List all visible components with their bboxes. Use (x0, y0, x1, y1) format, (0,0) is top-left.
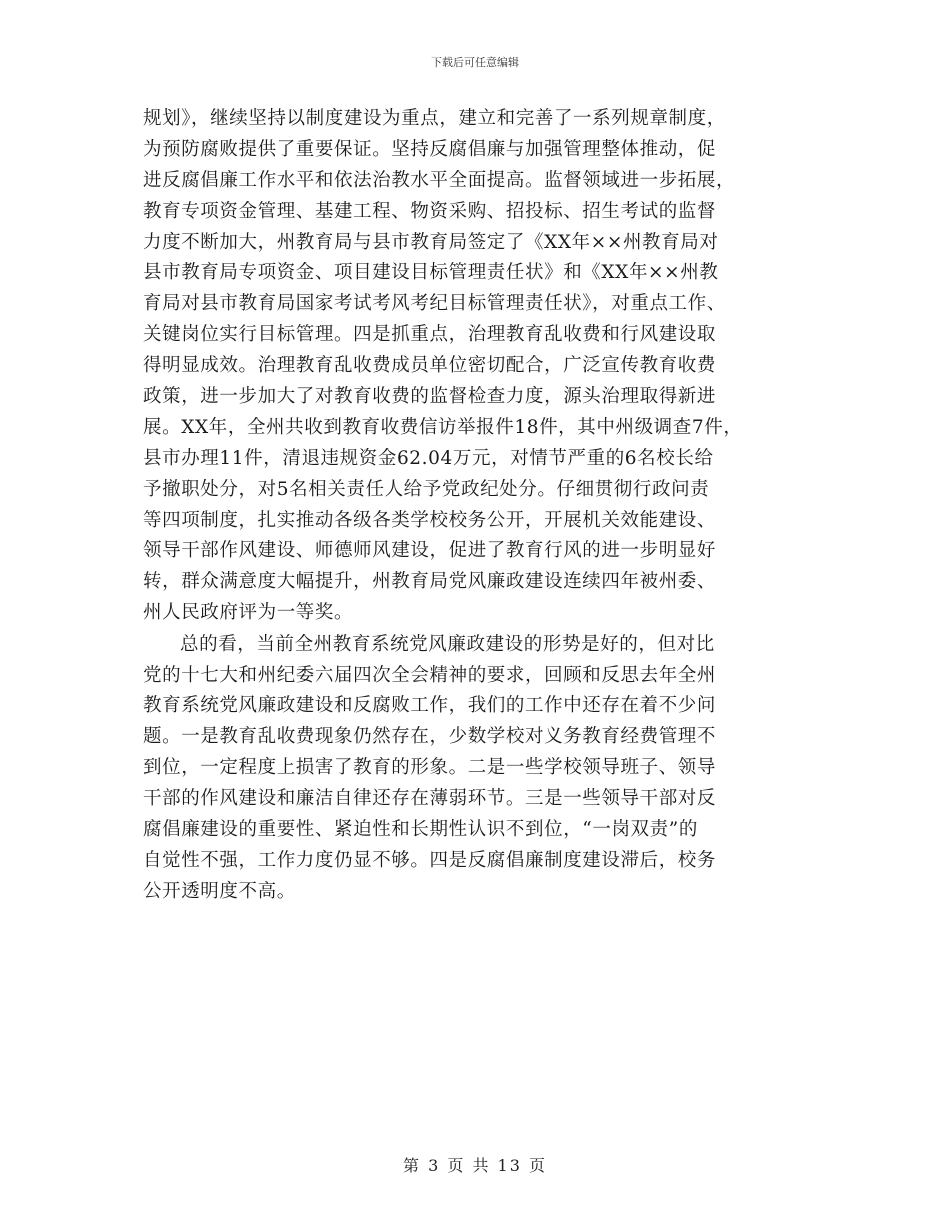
text-line: 予撤职处分，对5名相关责任人给予党政纪处分。仔细贯彻行政问责 (143, 478, 710, 500)
text-line: 等四项制度，扎实推动各级各类学校校务公开，开展机关效能建设、 (143, 509, 717, 531)
text-line: 干部的作风建设和廉洁自律还存在薄弱环节。三是一些领导干部对反 (143, 788, 717, 810)
paragraph-2 (143, 630, 817, 908)
text-line: 转，群众满意度大幅提升，州教育局党风廉政建设连续四年被州委、 (143, 571, 717, 593)
text-line: 县市教育局专项资金、项目建设目标管理责任状》和《XX年××州教 (143, 262, 719, 284)
text-line: 党的十七大和州纪委六届四次全会精神的要求，回顾和反思去年全州 (143, 664, 717, 686)
text-line: 公开透明度不高。 (143, 880, 296, 902)
text-line: 教育系统党风廉政建设和反腐败工作，我们的工作中还存在着不少问 (143, 695, 717, 717)
text-line: 育局对县市教育局国家考试考风考纪目标管理责任状》，对重点工作、 (143, 293, 726, 315)
paragraph-1 (143, 104, 817, 629)
page-number-footer: 第 3 页 共 13 页 (403, 1156, 547, 1175)
text-line: 关键岗位实行目标管理。四是抓重点，治理教育乱收费和行风建设取 (143, 324, 717, 346)
text-line: 县市办理11件，清退违规资金62.04万元，对情节严重的6名校长给 (143, 447, 714, 469)
page-header: 下载后可任意编辑 (431, 56, 519, 69)
text-line: 规划》，继续坚持以制度建设为重点，建立和完善了一系列规章制度， (143, 108, 726, 129)
text-line: 展。XX年，全州共收到教育收费信访举报件18件，其中州级调查7件， (143, 416, 743, 438)
text-line: 自觉性不强，工作力度仍显不够。四是反腐倡廉制度建设滞后，校务 (143, 849, 717, 871)
text-line: 领导干部作风建设、师德师风建设，促进了教育行风的进一步明显好 (143, 540, 717, 562)
text-line: 题。一是教育乱收费现象仍然存在，少数学校对义务教育经费管理不 (143, 726, 717, 748)
text-line: 力度不断加大，州教育局与县市教育局签定了《XX年××州教育局对 (143, 231, 719, 253)
text-line: 为预防腐败提供了重要保证。坚持反腐倡廉与加强管理整体推动，促 (143, 138, 717, 160)
text-line: 政策，进一步加大了对教育收费的监督检查力度，源头治理取得新进 (143, 386, 717, 408)
text-line: 进反腐倡廉工作水平和依法治教水平全面提高。监督领域进一步拓展， (143, 169, 736, 191)
document-body (143, 104, 817, 908)
text-line: 州人民政府评为一等奖。 (143, 602, 354, 624)
text-line: 总的看，当前全州教育系统党风廉政建设的形势是好的，但对比 (180, 633, 715, 655)
text-line: 到位，一定程度上损害了教育的形象。二是一些学校领导班子、领导 (143, 757, 717, 779)
text-line: 腐倡廉建设的重要性、紧迫性和长期性认识不到位，“一岗双责”的 (143, 818, 698, 840)
text-line: 得明显成效。治理教育乱收费成员单位密切配合，广泛宣传教育收费 (143, 355, 717, 377)
text-line: 教育专项资金管理、基建工程、物资采购、招投标、招生考试的监督 (143, 200, 717, 222)
